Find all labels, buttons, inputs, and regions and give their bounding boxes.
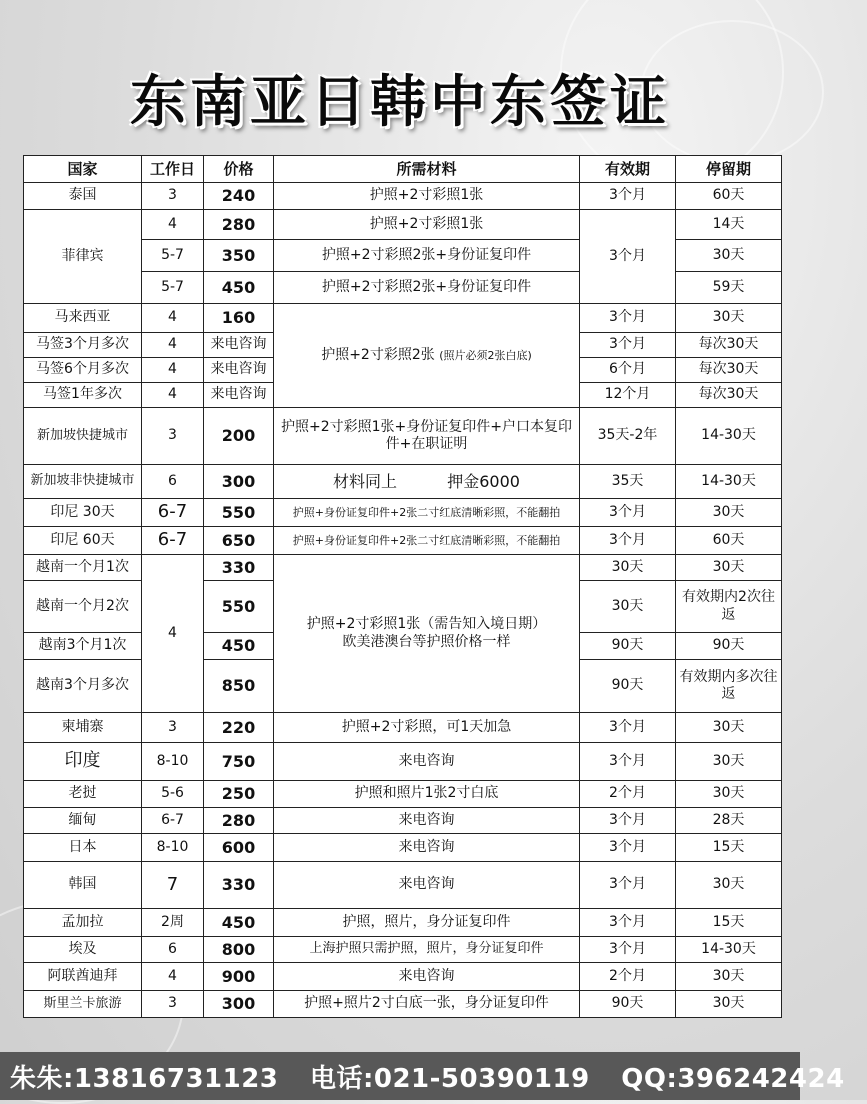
stay-cell: 有效期内2次往返 [676,581,782,633]
workdays-cell: 4 [142,210,204,240]
validity-cell: 35天 [580,465,676,499]
price-cell: 280 [204,808,274,834]
workdays-cell: 4 [142,333,204,358]
price-cell: 750 [204,743,274,781]
country-cell: 马来西亚 [24,304,142,333]
country-cell: 越南一个月1次 [24,555,142,581]
price-cell: 330 [204,555,274,581]
workdays-cell: 4 [142,555,204,713]
table-row [24,210,782,240]
workdays-cell: 3 [142,408,204,465]
table-row [24,304,782,333]
country-cell: 新加坡快捷城市 [24,408,142,465]
office-phone: 电话:021-50390119 [309,1064,590,1094]
materials-cell [274,304,580,408]
country-cell: 印尼 60天 [24,527,142,555]
materials-cell: 护照，照片，身分证复印件 [274,909,580,937]
materials-line2: 欧美港澳台等护照价格一样 [342,633,511,650]
stay-cell: 60天 [676,183,782,210]
materials-cell: 护照+2寸彩照2张+身份证复印件 [274,240,580,272]
table-row [24,963,782,991]
workdays-cell: 3 [142,991,204,1018]
workdays-cell: 4 [142,383,204,408]
stay-cell: 每次30天 [676,358,782,383]
workdays-cell: 4 [142,358,204,383]
price-cell: 800 [204,937,274,963]
country-cell: 菲律宾 [24,210,142,304]
validity-cell: 35天-2年 [580,408,676,465]
visa-price-table [23,155,782,1018]
table-row [24,781,782,808]
table-row [24,937,782,963]
price-cell: 160 [204,304,274,333]
price-cell: 450 [204,909,274,937]
stay-cell: 14-30天 [676,465,782,499]
table-row [24,183,782,210]
header-stay: 停留期 [676,156,782,183]
validity-cell: 30天 [580,555,676,581]
price-cell: 250 [204,781,274,808]
validity-cell: 3个月 [580,713,676,743]
price-cell: 300 [204,991,274,1018]
materials-cell: 来电咨询 [274,963,580,991]
validity-cell: 3个月 [580,499,676,527]
footer-contact-line [10,1058,867,1095]
materials-cell: 来电咨询 [274,834,580,862]
validity-cell: 12个月 [580,383,676,408]
country-cell: 孟加拉 [24,909,142,937]
materials-cell: 护照+2寸彩照1张+身份证复印件+户口本复印件+在职证明 [274,408,580,465]
validity-cell: 3个月 [580,183,676,210]
validity-cell: 3个月 [580,743,676,781]
country-cell: 越南一个月2次 [24,581,142,633]
header-price: 价格 [204,156,274,183]
price-cell: 来电咨询 [204,333,274,358]
stay-cell: 30天 [676,304,782,333]
stay-cell: 30天 [676,743,782,781]
stay-cell: 15天 [676,909,782,937]
page-title: 东南亚日韩中东签证 [130,70,670,135]
table-header-row [24,156,782,183]
workdays-cell: 4 [142,304,204,333]
table-row [24,834,782,862]
country-cell: 越南3个月1次 [24,633,142,660]
validity-cell: 90天 [580,991,676,1018]
country-cell: 印尼 30天 [24,499,142,527]
price-cell: 300 [204,465,274,499]
stay-cell: 30天 [676,555,782,581]
validity-cell: 2个月 [580,963,676,991]
workdays-cell: 4 [142,963,204,991]
header-materials: 所需材料 [274,156,580,183]
stay-cell: 30天 [676,963,782,991]
country-cell: 埃及 [24,937,142,963]
country-cell: 阿联酋迪拜 [24,963,142,991]
stay-cell: 30天 [676,240,782,272]
validity-cell: 3个月 [580,333,676,358]
materials-main: 护照+2寸彩照2张 [321,346,435,363]
price-cell: 200 [204,408,274,465]
country-cell: 斯里兰卡旅游 [24,991,142,1018]
materials-cell: 上海护照只需护照，照片，身分证复印件 [274,937,580,963]
workdays-cell: 7 [142,862,204,909]
price-cell: 330 [204,862,274,909]
table-row [24,408,782,465]
stay-cell: 每次30天 [676,383,782,408]
price-cell: 240 [204,183,274,210]
country-cell: 马签6个月多次 [24,358,142,383]
workdays-cell: 5-7 [142,240,204,272]
qq-number: QQ:396242424 [621,1064,845,1094]
materials-cell [274,555,580,713]
price-cell: 280 [204,210,274,240]
country-cell: 日本 [24,834,142,862]
country-cell: 韩国 [24,862,142,909]
validity-cell: 2个月 [580,781,676,808]
validity-cell: 3个月 [580,834,676,862]
materials-cell: 护照+照片2寸白底一张，身分证复印件 [274,991,580,1018]
country-cell: 印度 [24,743,142,781]
country-cell: 柬埔寨 [24,713,142,743]
materials-cell: 护照+2寸彩照1张 [274,183,580,210]
table-row [24,909,782,937]
materials-cell: 护照+2寸彩照1张 [274,210,580,240]
materials-cell [274,465,580,499]
price-cell: 350 [204,240,274,272]
stay-cell: 30天 [676,781,782,808]
table-row [24,527,782,555]
validity-cell: 3个月 [580,210,676,304]
stay-cell: 有效期内多次往返 [676,660,782,713]
stay-cell: 每次30天 [676,333,782,358]
workdays-cell: 5-7 [142,272,204,304]
workdays-cell: 3 [142,183,204,210]
materials-cell: 护照+2寸彩照，可1天加急 [274,713,580,743]
stay-cell: 30天 [676,499,782,527]
validity-cell: 3个月 [580,937,676,963]
price-cell: 550 [204,581,274,633]
materials-cell: 护照+2寸彩照2张+身份证复印件 [274,272,580,304]
price-cell: 900 [204,963,274,991]
header-workdays: 工作日 [142,156,204,183]
workdays-cell: 6-7 [142,808,204,834]
stay-cell: 15天 [676,834,782,862]
workdays-cell: 5-6 [142,781,204,808]
validity-cell: 90天 [580,660,676,713]
table-row [24,465,782,499]
workdays-cell: 2周 [142,909,204,937]
table-row [24,862,782,909]
workdays-cell: 8-10 [142,834,204,862]
validity-cell: 90天 [580,633,676,660]
materials-note: (照片必须2张白底) [439,348,532,362]
price-cell: 450 [204,633,274,660]
workdays-cell: 6-7 [142,527,204,555]
materials-cell: 来电咨询 [274,808,580,834]
workdays-cell: 6 [142,937,204,963]
header-validity: 有效期 [580,156,676,183]
materials-cell: 护照+身份证复印件+2张二寸红底清晰彩照，不能翻拍 [274,527,580,555]
stay-cell: 14-30天 [676,408,782,465]
validity-cell: 3个月 [580,304,676,333]
table-row [24,991,782,1018]
country-cell: 缅甸 [24,808,142,834]
validity-cell: 3个月 [580,909,676,937]
price-cell: 650 [204,527,274,555]
workdays-cell: 3 [142,713,204,743]
materials-line1: 护照+2寸彩照1张（需告知入境日期） [306,616,547,632]
price-cell: 600 [204,834,274,862]
workdays-cell: 8-10 [142,743,204,781]
validity-cell: 6个月 [580,358,676,383]
stay-cell: 30天 [676,713,782,743]
stay-cell: 14天 [676,210,782,240]
price-cell: 来电咨询 [204,383,274,408]
price-cell: 550 [204,499,274,527]
stay-cell: 30天 [676,991,782,1018]
country-cell: 新加坡非快捷城市 [24,465,142,499]
price-cell: 来电咨询 [204,358,274,383]
price-cell: 450 [204,272,274,304]
validity-cell: 3个月 [580,862,676,909]
table-row [24,808,782,834]
validity-cell: 30天 [580,581,676,633]
deposit-text: 押金6000 [447,471,520,491]
stay-cell: 90天 [676,633,782,660]
materials-cell: 护照和照片1张2寸白底 [274,781,580,808]
materials-cell: 护照+身份证复印件+2张二寸红底清晰彩照，不能翻拍 [274,499,580,527]
table-row [24,499,782,527]
workdays-cell: 6 [142,465,204,499]
materials-cell: 来电咨询 [274,743,580,781]
country-cell: 老挝 [24,781,142,808]
country-cell: 马签1年多次 [24,383,142,408]
header-country: 国家 [24,156,142,183]
country-cell: 泰国 [24,183,142,210]
materials-same: 材料同上 [333,471,398,491]
price-cell: 850 [204,660,274,713]
country-cell: 马签3个月多次 [24,333,142,358]
table-row [24,743,782,781]
stay-cell: 59天 [676,272,782,304]
validity-cell: 3个月 [580,808,676,834]
stay-cell: 14-30天 [676,937,782,963]
stay-cell: 30天 [676,862,782,909]
price-cell: 220 [204,713,274,743]
workdays-cell: 6-7 [142,499,204,527]
stay-cell: 28天 [676,808,782,834]
materials-cell: 来电咨询 [274,862,580,909]
table-row [24,713,782,743]
contact-name-phone: 朱朱:13816731123 [10,1064,279,1094]
country-cell: 越南3个月多次 [24,660,142,713]
table-row [24,555,782,581]
stay-cell: 60天 [676,527,782,555]
validity-cell: 3个月 [580,527,676,555]
